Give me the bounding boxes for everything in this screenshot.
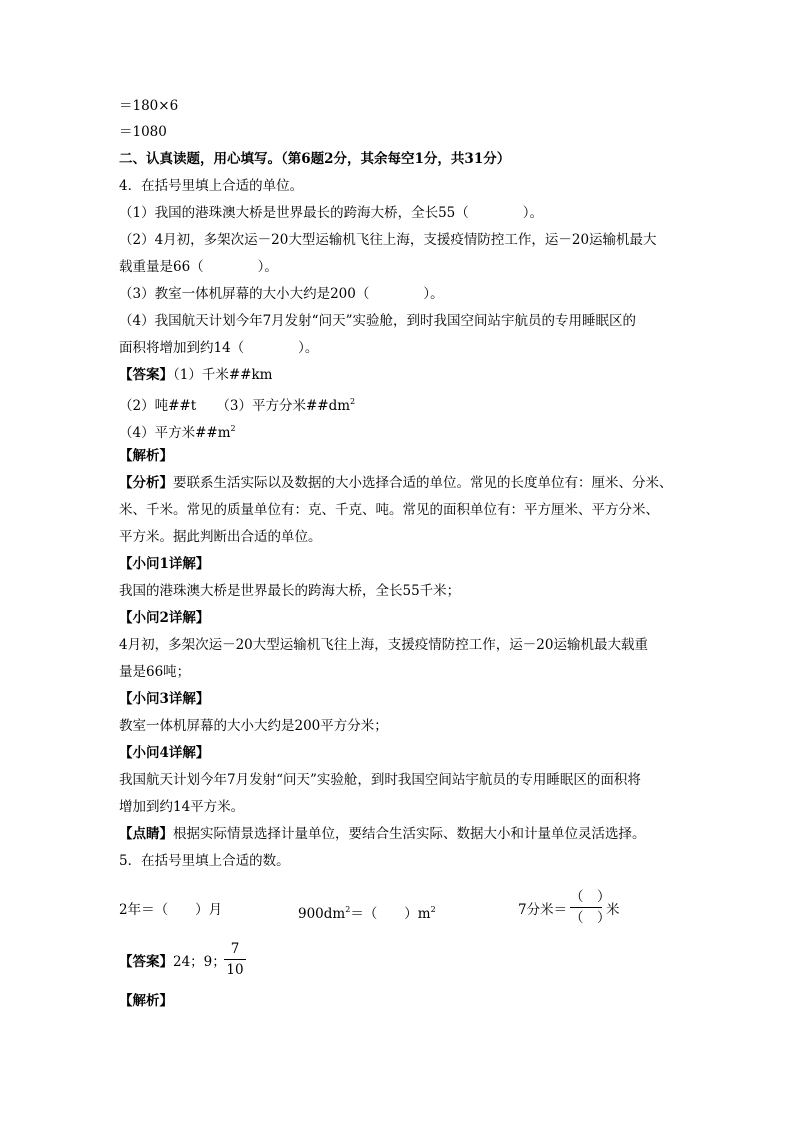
fraction-denominator: （ ） (570, 910, 611, 926)
answer-label: 【答案】 (119, 367, 173, 383)
section-heading: 二、认真读题，用心填写。（第6题2分，其余每空1分，共31分） (119, 151, 511, 167)
question-4-part-1: （1）我国的港珠澳大桥是世界最长的跨海大桥，全长55（ ）。 (119, 205, 544, 221)
fraction-denominator: 10 (226, 962, 244, 978)
analysis-line-3: 平方米。据此判断出合适的单位。 (119, 529, 322, 545)
question-4-part-4-cont: 面积将增加到约14（ ）。 (119, 340, 319, 356)
question-5-title: 5．在括号里填上合适的数。 (119, 853, 290, 869)
answer-label: 【答案】 (119, 954, 173, 970)
fraction-numerator: （ ） (570, 889, 611, 905)
question-4-part-4: （4）我国航天计划今年7月发射“问天”实验舱，到时我国空间站宇航员的专用睡眠区的 (119, 313, 636, 329)
blank-fraction (570, 888, 611, 927)
dianjing-text: 根据实际情景选择计量单位，要结合生活实际、数据大小和计量单位灵活选择。 (173, 826, 646, 842)
sub-q1-text: 我国的港珠澳大桥是世界最长的跨海大桥，全长55千米； (119, 583, 461, 599)
answer-text: （1）千米##km (173, 367, 273, 383)
calc-line-2: ＝1080 (119, 124, 167, 140)
analysis-line-2: 米、千米。常见的质量单位有：克、千克、吨。常见的面积单位有：平方厘米、平方分米、 (119, 502, 659, 518)
sub-q4-text-cont: 增加到约14平方米。 (119, 799, 245, 815)
q5-item-2: $900dm^2=$（ ）$m^2$ (298, 905, 436, 922)
analysis-label-2: 【解析】 (119, 993, 173, 1009)
answer-text: （2）吨##t （3）平方分米##dm (119, 398, 351, 414)
q5-item-3-left: 7分米＝ (518, 902, 568, 918)
sub-q4-text: 我国航天计划今年7月发射“问天”实验舱，到时我国空间站宇航员的专用睡眠区的面积将 (119, 772, 641, 788)
question-4-part-2-cont: 载重量是66（ ）。 (119, 259, 278, 275)
fraction-bar (224, 959, 246, 960)
answer-text: 24；9； (173, 954, 226, 970)
superscript: 2 (350, 397, 356, 406)
fraction-numerator: 7 (230, 941, 240, 957)
analysis-line-1 (119, 473, 673, 493)
answer-line-1 (119, 365, 272, 385)
analysis-label: 【解析】 (119, 448, 173, 464)
answer-text: （4）平方米##m (119, 425, 231, 441)
sub-q2-text: 4月初，多架次运－20大型运输机飞往上海，支援疫情防控工作，运－20运输机最大载重 (119, 637, 648, 653)
sub-q1-label: 【小问1详解】 (119, 556, 210, 572)
superscript: 2 (230, 424, 236, 433)
sub-q3-text: 教室一体机屏幕的大小大约是200平方分米； (119, 718, 388, 734)
superscript: 2 (430, 905, 436, 914)
sub-q2-label: 【小问2详解】 (119, 610, 210, 626)
fraction-bar (570, 907, 602, 908)
dianjing-label: 【点睛】 (119, 826, 173, 842)
superscript: 2 (345, 905, 351, 914)
answer-5-line (119, 952, 226, 972)
answer-line-2 (119, 392, 355, 416)
calc-line-1: ＝180×6 (119, 98, 179, 114)
question-4-part-2: （2）4月初，多架次运－20大型运输机飞往上海，支援疫情防控工作，运－20运输机最大 (119, 232, 657, 248)
answer-line-3 (119, 419, 236, 443)
question-4-title: 4．在括号里填上合适的单位。 (119, 178, 304, 194)
answer-fraction (224, 940, 246, 979)
fenxi-label: 【分析】 (119, 475, 173, 491)
sub-q2-text-cont: 量是66吨； (119, 664, 191, 680)
q5-item-1: 2年＝（ ）月 (119, 902, 223, 918)
sub-q4-label: 【小问4详解】 (119, 745, 210, 761)
analysis-text: 要联系生活实际以及数据的大小选择合适的单位。常见的长度单位有：厘米、分米、 (173, 475, 673, 491)
q5-item-3-unit: 米 (606, 902, 620, 918)
dianjing-line (119, 824, 646, 844)
sub-q3-label: 【小问3详解】 (119, 691, 210, 707)
question-4-part-3: （3）教室一体机屏幕的大小大约是200（ ）。 (119, 286, 444, 302)
